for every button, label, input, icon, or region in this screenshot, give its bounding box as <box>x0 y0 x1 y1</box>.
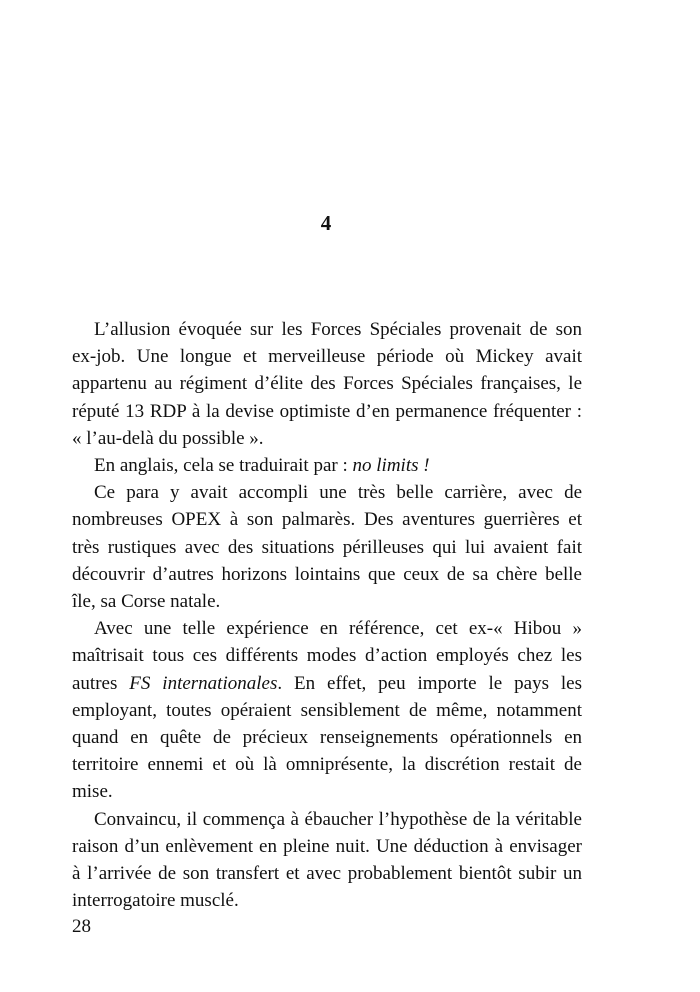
paragraph-4 <box>72 615 582 805</box>
paragraph-4-text: Avec une telle expérience en référence, cet ex-« Hibou » maîtrisait tous ces différents modes d’action employés chez les autres <box>72 618 582 694</box>
paragraph-4-italic: FS internationales <box>129 672 278 694</box>
paragraph-2 <box>72 452 582 479</box>
chapter-number: 4 <box>320 211 332 235</box>
paragraph-2-text: En anglais, cela se traduirait par : <box>94 455 353 477</box>
paragraph-4-tail: . En effet, peu importe le pays les employant, toutes opéraient sensiblement de même, notamment quand en quête de précieux renseignements opérationnels en territoire ennemi et où là omniprésente, la discrétion restait de mise. <box>72 672 582 803</box>
paragraph-1: L’allusion évoquée sur les Forces Spéciales provenait de son ex-job. Une longue et merveilleuse période où Mickey avait appartenu au régiment d’élite des Forces Spéciales françaises, le réputé 13 RDP à la devise optimiste d’en permanence fréquenter : « l’au-delà du possible ». <box>72 319 582 449</box>
paragraph-5: Convaincu, il commença à ébaucher l’hypothèse de la véritable raison d’un enlèvement en pleine nuit. Une déduction à envisager à l’arrivée de son transfert et avec probablement bientôt subir un interrogatoire musclé. <box>72 808 582 912</box>
paragraph-2-italic: no limits ! <box>352 455 430 477</box>
chapter-body <box>72 316 582 914</box>
paragraph-3: Ce para y avait accompli une très belle carrière, avec de nombreuses OPEX à son palmarès. Des aventures guerrières et très rustiques avec des situations périlleuses qui lui avaient fait découvrir d’autres horizons lointains que ceux de sa chère belle île, sa Corse natale. <box>72 482 582 613</box>
page-number: 28 <box>72 916 91 937</box>
